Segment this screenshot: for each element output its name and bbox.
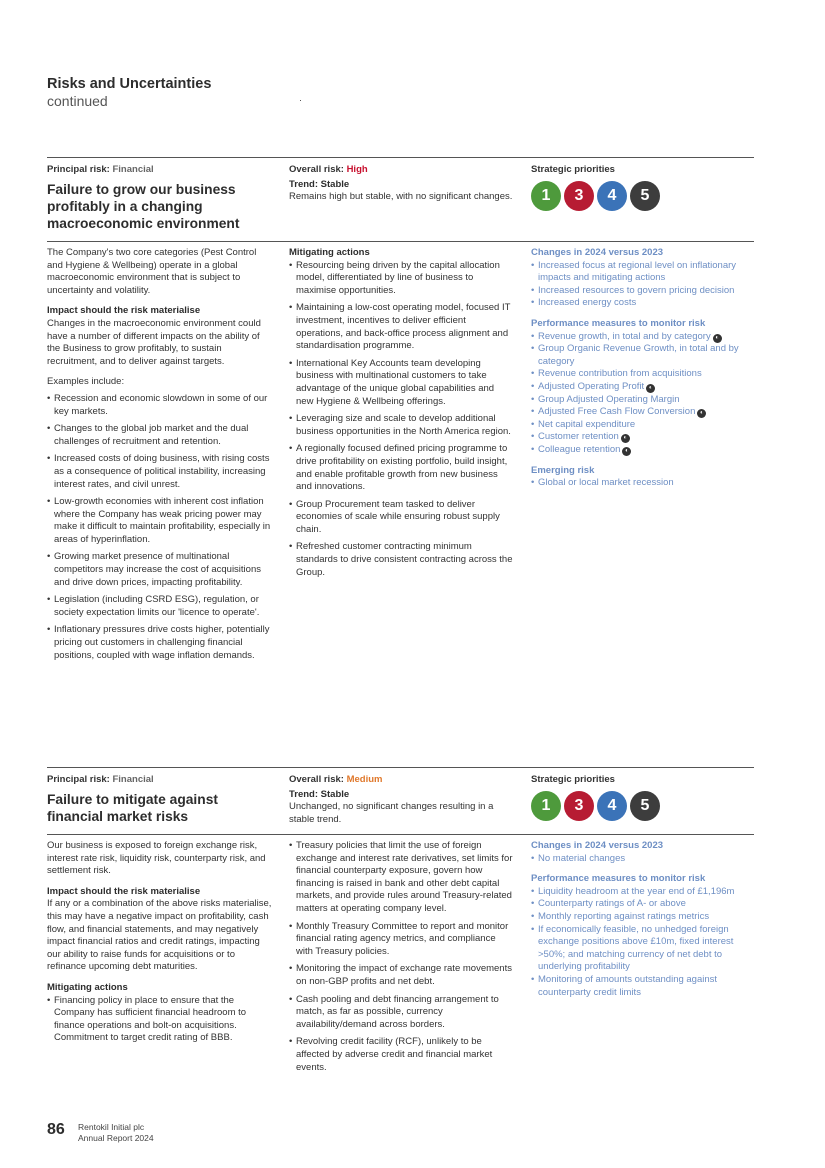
page-title: Risks and Uncertainties: [47, 76, 212, 92]
list-item: • Resourcing being driven by the capital allocation model, differentiated by line of business to maximise opportunities.: [289, 260, 514, 298]
remuneration-icon: ◐: [697, 409, 706, 418]
list-item: • Increased resources to govern pricing decision: [531, 285, 754, 298]
list-item: • Colleague retention ◐: [531, 444, 754, 457]
divider: [47, 241, 754, 242]
impact-text: If any or a combination of the above risks materialise, this may have a negative impact on profitability, cash flow, and financial statements, and may negatively impact financial ratios and credit ratings, impacting our ability to raise funds for acquisitions or to refinance upcoming debt maturities.: [47, 898, 272, 973]
priority-badges: [531, 791, 754, 821]
divider: [47, 157, 754, 158]
list-item: • Recession and economic slowdown in some of our key markets.: [47, 393, 272, 418]
priority-badge-5: 5: [630, 181, 660, 211]
list-item: • A regionally focused defined pricing programme to drive profitability on existing portfolio, build insight, and enable profitable growth from new business and innovations.: [289, 443, 514, 493]
list-item: • Revenue growth, in total and by category ◐: [531, 331, 754, 344]
list-item: • Growing market presence of multinational competitors may increase the cost of acquisitions and drive down prices, impacting profitability.: [47, 551, 272, 589]
list-item: • If economically feasible, no unhedged foreign exchange positions above £10m, fixed interest >50%; and matching currency of net debt to underlying profitability: [531, 924, 754, 974]
list-item: • Increased focus at regional level on inflationary impacts and mitigating actions: [531, 260, 754, 285]
trend-label: Trend: Stable: [289, 179, 350, 190]
list-item: • Cash pooling and debt financing arrangement to match, as far as possible, currency availability/demand across borders.: [289, 994, 514, 1032]
overall-risk-label: Overall risk: Medium: [289, 774, 383, 785]
list-item: • Revolving credit facility (RCF), unlikely to be affected by adverse credit and financial market events.: [289, 1036, 514, 1074]
list-item: • Revenue contribution from acquisitions: [531, 368, 754, 381]
list-item: • Legislation (including CSRD ESG), regulation, or society expectation limits our 'licence to operate'.: [47, 594, 272, 619]
list-item: • Customer retention ◐: [531, 431, 754, 444]
mitigating-heading: Mitigating actions: [289, 247, 370, 258]
list-item: • Global or local market recession: [531, 477, 754, 490]
changes-heading: Changes in 2024 versus 2023: [531, 840, 664, 851]
list-item: • Monthly Treasury Committee to report and monitor financial rating agency metrics, and compliance with Treasury policies.: [289, 921, 514, 959]
emerging-heading: Emerging risk: [531, 464, 595, 476]
priority-badge-3: 3: [564, 791, 594, 821]
trend-text: Unchanged, no significant changes resulting in a stable trend.: [289, 801, 494, 825]
list-item: • Maintaining a low-cost operating model, focused IT investment, incentives to deliver efficient operations, and back-office process alignment and standardisation programme.: [289, 302, 514, 352]
list-item: • Treasury policies that limit the use of foreign exchange and interest rate derivatives, set limits for financial counterparty exposure, govern how financing is raised in bank and other debt capital markets, and provide rules around Treasury-related matters at operating company level.: [289, 840, 514, 916]
risk-title: Failure to mitigate against financial market risks: [47, 792, 218, 824]
risk-title: Failure to grow our business profitably in a changing macroeconomic environment: [47, 182, 240, 231]
impact-heading: Impact should the risk materialise: [47, 885, 201, 897]
list-item: • Refreshed customer contracting minimum standards to drive consistent contracting across the Group.: [289, 541, 514, 579]
list-item: • International Key Accounts team developing business with multinational customers to take advantage of the unique global capabilities and new Hygiene & Wellbeing offerings.: [289, 358, 514, 408]
examples-list: [47, 393, 272, 662]
examples-heading: Examples include:: [47, 376, 125, 388]
list-item: • Changes to the global job market and the dual challenges of recruitment and retention.: [47, 423, 272, 448]
risk-intro: Our business is exposed to foreign exchange risk, interest rate risk, liquidity risk, counterparty risk, and settlement risk.: [47, 840, 266, 877]
remuneration-icon: ◐: [646, 384, 655, 393]
priority-badge-1: 1: [531, 181, 561, 211]
priority-badges: [531, 181, 754, 211]
list-item: • Group Adjusted Operating Margin: [531, 394, 754, 407]
stray-dot: [300, 100, 301, 101]
principal-risk-label: Principal risk: Financial: [47, 774, 154, 785]
list-item: • Low-growth economies with inherent cost inflation where the Company has weak pricing power may make it difficult to maintain profitability, especially in areas of hyperinflation.: [47, 496, 272, 546]
priority-badge-3: 3: [564, 181, 594, 211]
performance-heading: Performance measures to monitor risk: [531, 873, 706, 885]
remuneration-icon: ◐: [713, 334, 722, 343]
mitigating-heading: Mitigating actions: [47, 981, 128, 993]
impact-heading: Impact should the risk materialise: [47, 305, 201, 317]
performance-list: [531, 331, 754, 457]
trend-label: Trend: Stable: [289, 789, 350, 800]
risk-intro: The Company's two core categories (Pest Control and Hygiene & Wellbeing) operate in a global macroeconomic environment that is subject to uncertainty and volatility.: [47, 247, 257, 296]
strategic-priorities-label: Strategic priorities: [531, 774, 615, 785]
mitigating-list: [289, 260, 514, 580]
list-item: • No material changes: [531, 853, 754, 866]
changes-list: [531, 260, 754, 310]
emerging-list: [531, 477, 754, 490]
changes-list: [531, 853, 754, 866]
priority-badge-4: 4: [597, 791, 627, 821]
performance-list: [531, 886, 754, 999]
overall-risk-value: Medium: [346, 774, 383, 785]
mitigating-list: [47, 995, 272, 1045]
priority-badge-4: 4: [597, 181, 627, 211]
list-item: • Increased energy costs: [531, 297, 754, 310]
list-item: • Monthly reporting against ratings metrics: [531, 911, 754, 924]
page-number: 86: [47, 1121, 65, 1138]
page-subtitle: continued: [47, 93, 108, 109]
list-item: • Increased costs of doing business, with rising costs as a consequence of political instability, increasing interest rates, and civil unrest.: [47, 453, 272, 491]
divider: [47, 767, 754, 768]
list-item: • Financing policy in place to ensure that the Company has sufficient financial headroom to finance operations and bolt-on acquisitions. Commitment to target credit rating of BBB.: [47, 995, 272, 1045]
list-item: • Inflationary pressures drive costs higher, potentially pricing out customers in challenging financial positions, coupled with wage inflation demands.: [47, 624, 272, 662]
overall-risk-label: Overall risk: High: [289, 164, 368, 175]
list-item: • Net capital expenditure: [531, 419, 754, 432]
list-item: • Group Organic Revenue Growth, in total and by category: [531, 343, 754, 368]
footer-text: [78, 1122, 154, 1143]
mitigating-list-continued: [289, 840, 514, 1074]
priority-badge-1: 1: [531, 791, 561, 821]
impact-text: Changes in the macroeconomic environment could have a number of different impacts on the ability of the Business to grow profitably, to sustain recruitment, and to deliver against targets.: [47, 317, 261, 367]
priority-badge-5: 5: [630, 791, 660, 821]
strategic-priorities-label: Strategic priorities: [531, 164, 615, 175]
report-name: Annual Report 2024: [78, 1132, 154, 1143]
remuneration-icon: ◐: [622, 447, 631, 456]
company-name: Rentokil Initial plc: [78, 1122, 145, 1132]
list-item: • Adjusted Free Cash Flow Conversion ◐: [531, 406, 754, 419]
list-item: • Leveraging size and scale to develop additional business opportunities in the North America region.: [289, 413, 514, 438]
divider: [47, 834, 754, 835]
list-item: • Group Procurement team tasked to deliver economies of scale while ensuring robust supply chain.: [289, 499, 514, 537]
list-item: • Counterparty ratings of A- or above: [531, 898, 754, 911]
performance-heading: Performance measures to monitor risk: [531, 317, 706, 329]
list-item: • Liquidity headroom at the year end of £1,196m: [531, 886, 754, 899]
principal-risk-label: Principal risk: Financial: [47, 164, 154, 175]
changes-heading: Changes in 2024 versus 2023: [531, 247, 664, 258]
overall-risk-value: High: [346, 164, 368, 175]
list-item: • Monitoring of amounts outstanding against counterparty credit limits: [531, 974, 754, 999]
list-item: • Monitoring the impact of exchange rate movements on non-GBP profits and net debt.: [289, 963, 514, 988]
list-item: • Adjusted Operating Profit ◐: [531, 381, 754, 394]
remuneration-icon: ◐: [621, 434, 630, 443]
trend-text: Remains high but stable, with no significant changes.: [289, 191, 513, 202]
